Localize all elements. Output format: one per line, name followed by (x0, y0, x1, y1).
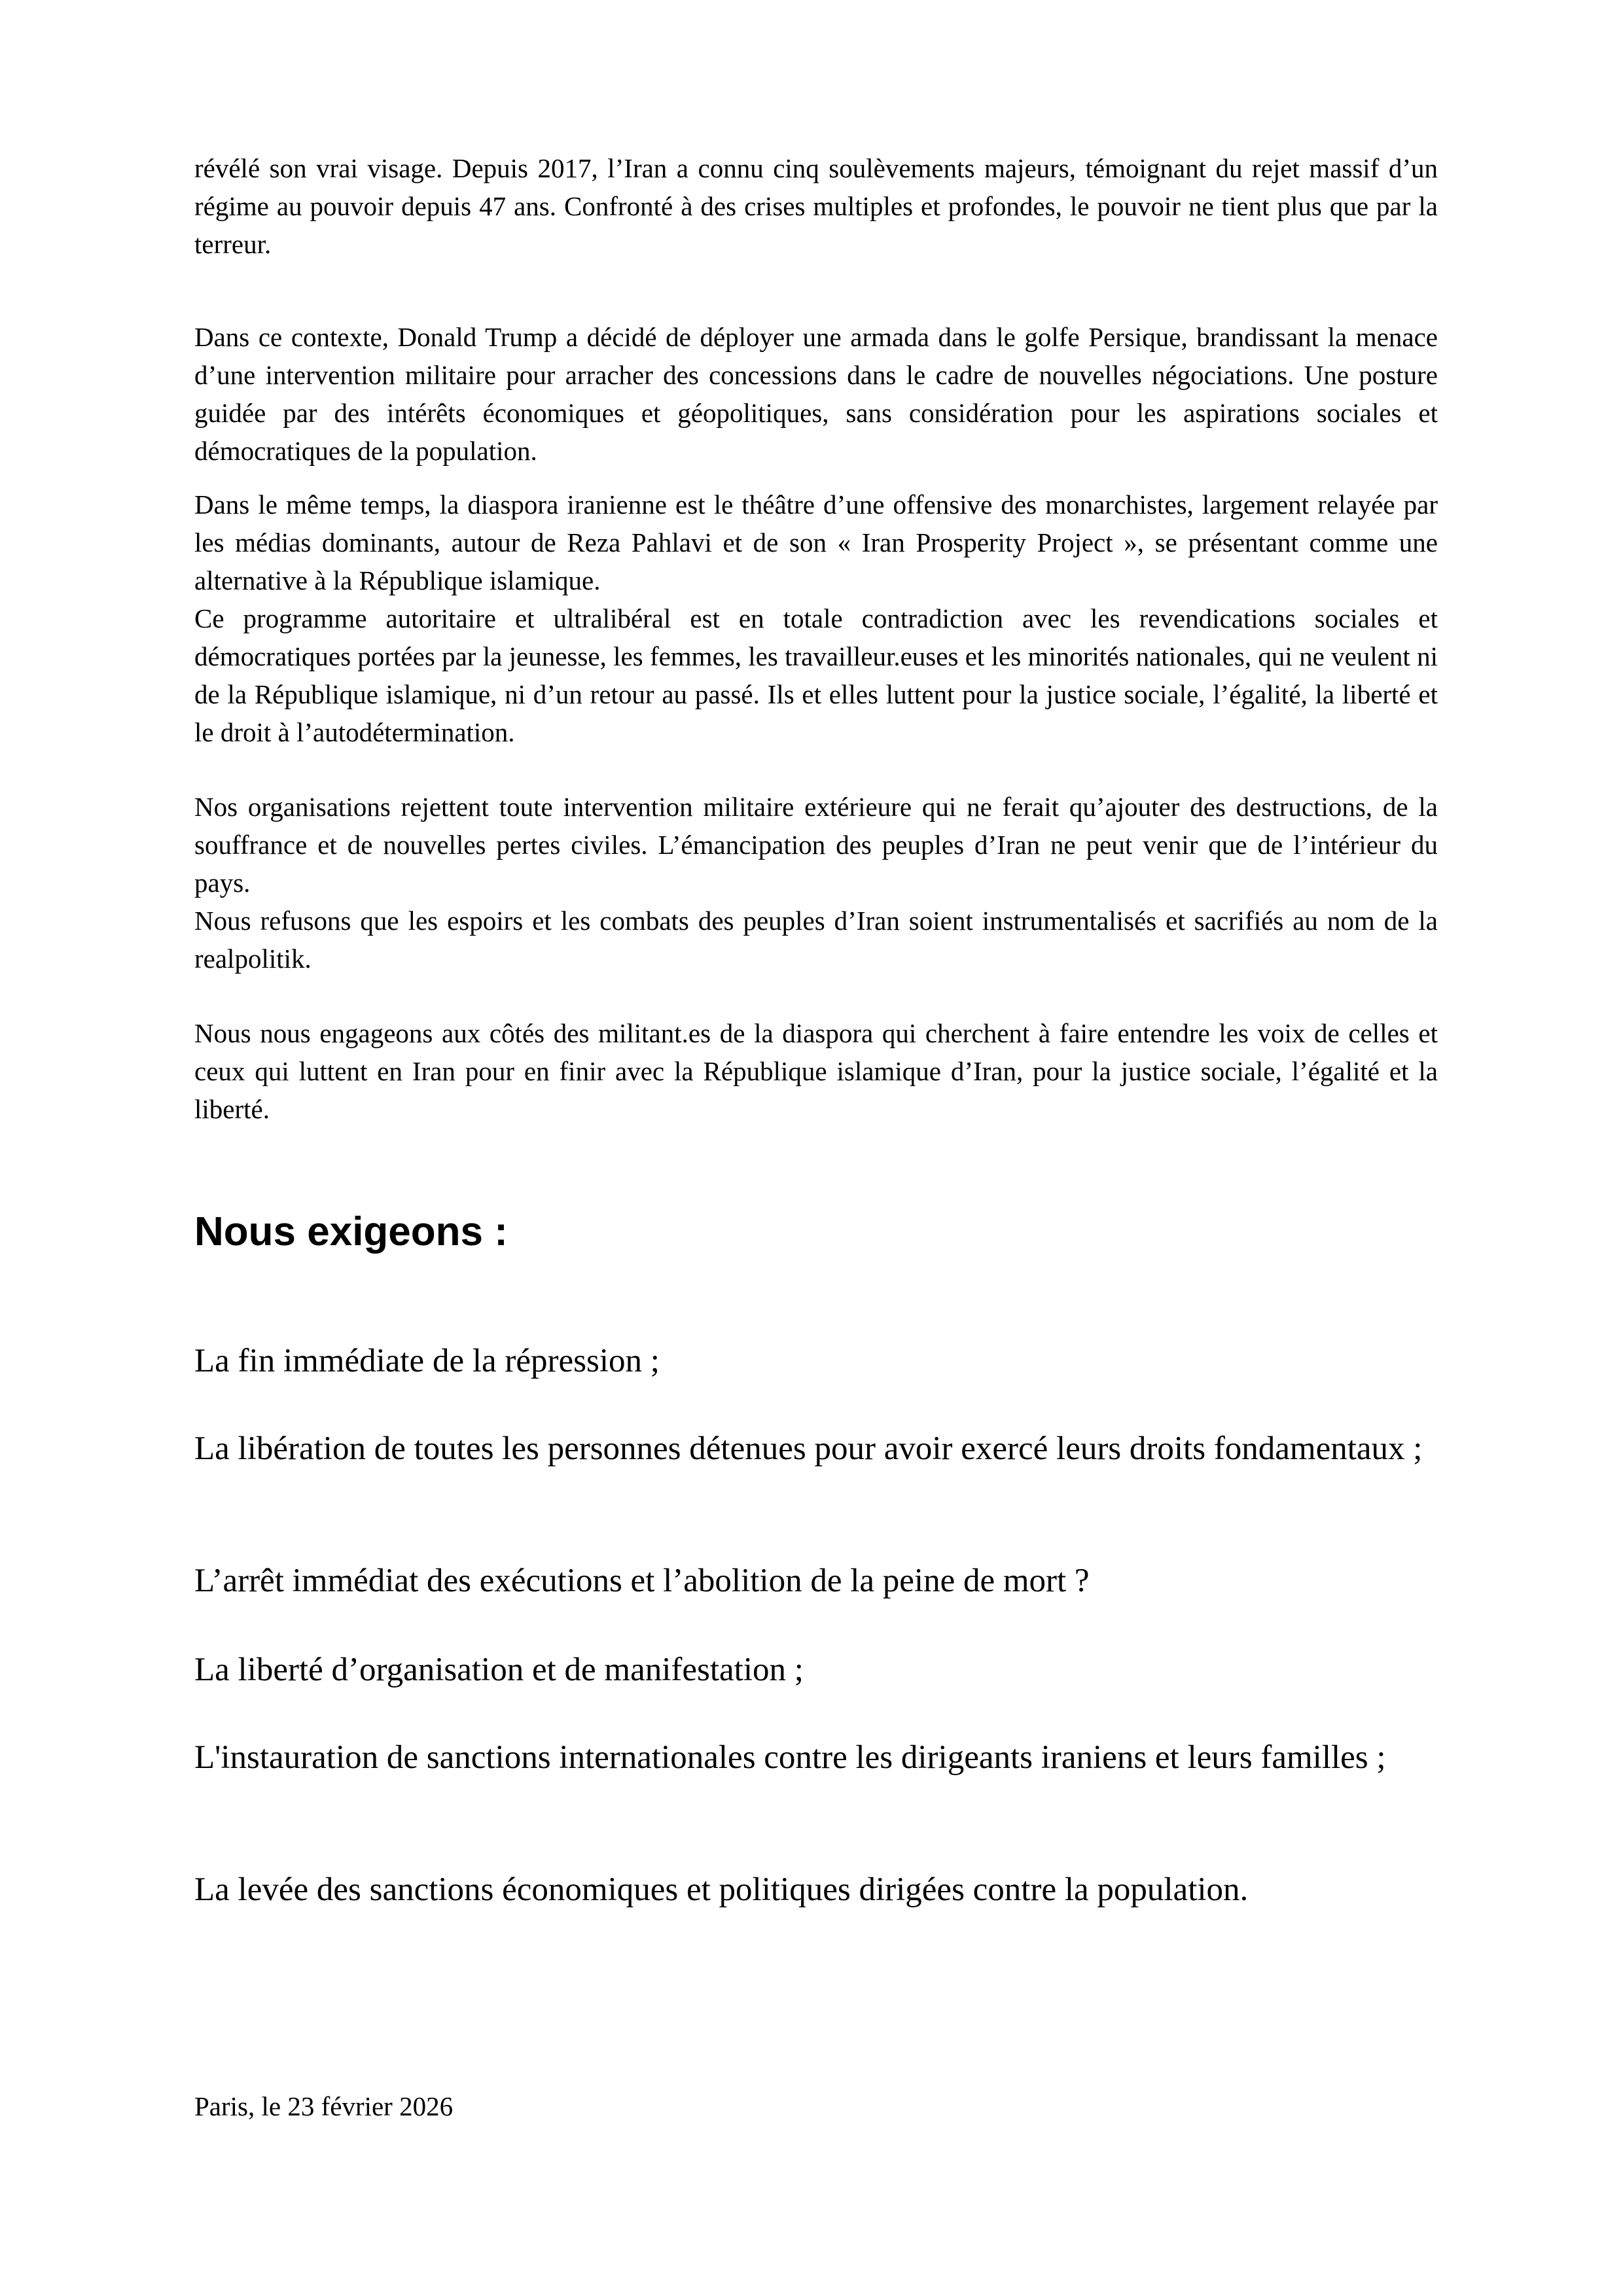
demand-item: La liberté d’organisation et de manifestation ; (194, 1651, 804, 1688)
demand-item: L'instauration de sanctions internationales contre les dirigeants iraniens et leurs familles ; (194, 1739, 1386, 1776)
demand-item: La fin immédiate de la répression ; (194, 1343, 660, 1379)
demand-item: La libération de toutes les personnes détenues pour avoir exercé leurs droits fondamentaux ; (194, 1430, 1423, 1467)
demands-heading: Nous exigeons : (194, 1209, 508, 1254)
paragraph-intro-continuation: révélé son vrai visage. Depuis 2017, l’Iran a connu cinq soulèvements majeurs, témoignant du rejet massif d’un régime au pouvoir depuis 47 ans. Confronté à des crises multiples et profondes, le pouvoir ne tient plus que par la terreur. (194, 153, 1438, 259)
paragraph-commitment: Nous nous engageons aux côtés des militant.es de la diaspora qui cherchent à faire entendre les voix de celles et ceux qui luttent en Iran pour en finir avec la République islamique d’Iran, pour la justice sociale, l’égalité et la liberté. (194, 1018, 1438, 1124)
paragraph-diaspora-monarchists: Dans le même temps, la diaspora iranienne est le théâtre d’une offensive des monarchistes, largement relayée par les médias dominants, autour de Reza Pahlavi et de son « Iran Prosperity Project », se présentant comme une alternative à la République islamique. (194, 489, 1438, 595)
paragraph-trump-context: Dans ce contexte, Donald Trump a décidé de déployer une armada dans le golfe Persique, brandissant la menace d’une intervention militaire pour arracher des concessions dans le cadre de nouvelles négociations. Une posture guidée par des intérêts économiques et géopolitiques, sans considération pour les aspirations sociales et démocratiques de la population. (194, 322, 1438, 466)
demand-item: L’arrêt immédiat des exécutions et l’abolition de la peine de mort ? (194, 1563, 1090, 1599)
signature-place-date: Paris, le 23 février 2026 (194, 2091, 454, 2121)
paragraph-programme-contradiction: Ce programme autoritaire et ultralibéral est en totale contradiction avec les revendications sociales et démocratiques portées par la jeunesse, les femmes, les travailleur.euses et les minorités nationales, qui ne veulent ni de la République islamique, ni d’un retour au passé. Ils et elles luttent pour la justice sociale, l’égalité, la liberté et le droit à l’autodétermination. (194, 603, 1438, 747)
paragraph-refuse-instrumentalisation: Nous refusons que les espoirs et les combats des peuples d’Iran soient instrumentalisés et sacrifiés au nom de la realpolitik. (194, 906, 1438, 974)
paragraph-reject-intervention: Nos organisations rejettent toute intervention militaire extérieure qui ne ferait qu’ajouter des destructions, de la souffrance et de nouvelles pertes civiles. L’émancipation des peuples d’Iran ne peut venir que de l’intérieur du pays. (194, 792, 1438, 898)
demand-item: La levée des sanctions économiques et politiques dirigées contre la population. (194, 1871, 1249, 1908)
